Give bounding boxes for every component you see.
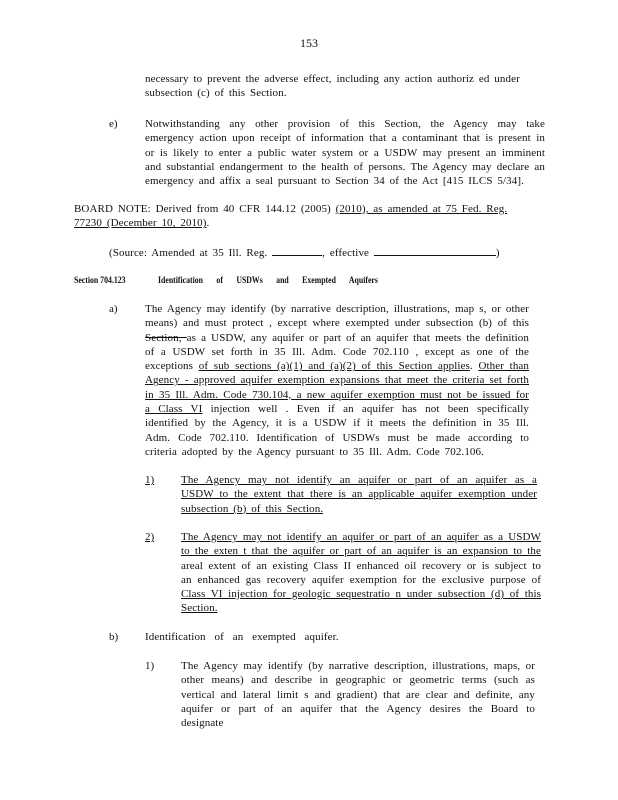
- item-e-text: Notwithstanding any other provision of this Section, the Agency may take emergency action upon receipt of information that a contaminant that is present in or is likely to enter a public water system or a USDW may present an imminent and substantial endangerment to the health of persons. The Agency may declare an emergency and affix a seal pursuant to Section 34 of the Act [415 ILCS 5/34].: [145, 118, 545, 188]
- continued-paragraph: necessary to prevent the adverse effect, including any action authoriz ed under subsection (c) of this Section.: [145, 73, 520, 100]
- item-b-label: b): [109, 631, 119, 643]
- board-note-end: .: [206, 217, 210, 230]
- board-note-text: BOARD NOTE: Derived from 40 CFR 144.12 (2005): [74, 203, 336, 215]
- effective-blank: [374, 244, 496, 256]
- a-deleted: Section,: [145, 331, 187, 344]
- a2-inserted-2: Class VI injection for geologic sequestratio n under subsection (d) of this Section.: [181, 588, 541, 615]
- a-text-4: injection well . Even if an aquifer has not been specifically identified by the Agency, it is a USDW if it meets the definition in 35 Ill. Adm. Code 702.110. Identification of USDWs must be made according to criteria adopted by the Agency pursuant to 35 Ill. Adm. Code 702.106.: [145, 403, 529, 458]
- source-text: (Source: Amended at 35 Ill. Reg.: [109, 247, 273, 259]
- item-a2-label: 2): [145, 531, 155, 543]
- section-title: Identification of USDWs and Exempted Aquifers: [158, 276, 378, 286]
- a-inserted-1: of sub sections (a)(1) and (a)(2) of this Section applies: [198, 360, 470, 373]
- a-inserted-2: Other than Agency - approved aquifer exemption expansions that meet the criteria set forth in 35 Ill. Adm. Code 730.104, a new aquifer exemption must not be issued for a Class VI: [145, 360, 530, 416]
- a-text-1: The Agency may identify (by narrative description, illustrations, map s, or other means) and must protect , except where exempted under subsection (b) of this: [145, 303, 529, 330]
- source-effective: , effective: [322, 247, 374, 259]
- item-a2-text: [181, 530, 541, 616]
- item-a1-label: 1): [145, 474, 155, 486]
- board-note: [74, 202, 524, 231]
- board-note-amended: (2010), as amended at 75 Fed. Reg. 77230 (December 10, 2010): [74, 203, 508, 230]
- item-a-label: a): [109, 303, 118, 315]
- reg-blank: [272, 244, 322, 256]
- item-b-text: Identification of an exempted aquifer.: [145, 631, 339, 643]
- section-number: Section 704.123: [74, 276, 126, 286]
- item-b1-label: 1): [145, 660, 155, 672]
- source-note: [109, 244, 529, 260]
- a-text-2: as a USDW, any aquifer or part of an aquifer that meets the definition of a USDW set forth in 35 Ill. Adm. Code 702.110 , except as one of the exceptions: [145, 331, 529, 373]
- item-e-label: e): [109, 118, 118, 130]
- a2-text: areal extent of an existing Class II enhanced oil recovery or is subject to an enhanced gas recovery aquifer exemption for the exclusive purpose of: [181, 559, 541, 586]
- item-b1-text: The Agency may identify (by narrative description, illustrations, maps, or other means) and describe in geographic or geometric terms (such as vertical and lateral limit s and gradient) that are clear and definite, any aquifer or part of an aquifer that the Agency desires the Board to designate: [181, 660, 535, 730]
- item-a1-text: [181, 473, 537, 516]
- item-a-text: [145, 302, 529, 459]
- source-close: ): [495, 247, 500, 259]
- a1-inserted: The Agency may not identify an aquifer or part of an aquifer as a USDW to the extent that there is an applicable aquifer exemption under subsection (b) of this Section.: [181, 474, 537, 515]
- page-number: 153: [300, 36, 318, 50]
- a-text-3: .: [469, 360, 479, 373]
- a2-inserted-1: The Agency may not identify an aquifer or part of an aquifer as a USDW to the exten t that the aquifer or part of an aquifer is an expansion to the: [181, 531, 541, 558]
